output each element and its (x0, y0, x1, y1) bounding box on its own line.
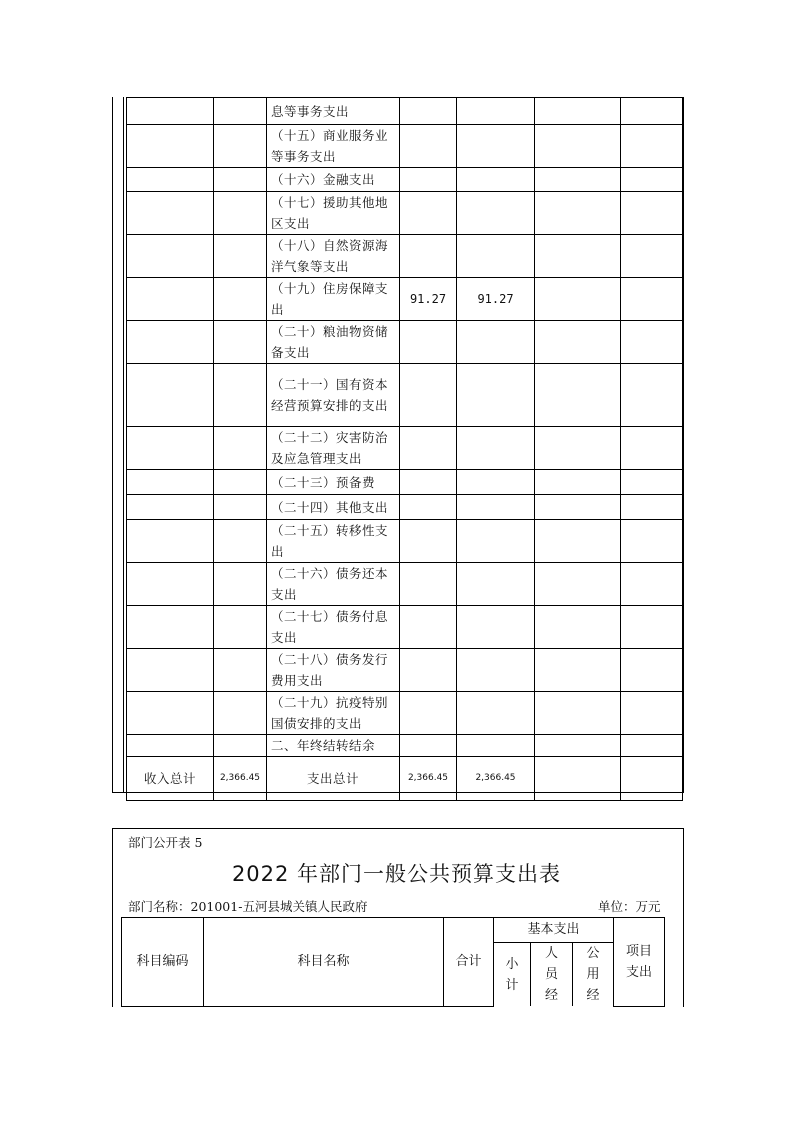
row-label: （二十九）抗疫特别国债安排的支出 (267, 692, 400, 735)
header-code: 科目编码 (122, 918, 204, 1007)
income-total-label: 收入总计 (127, 757, 214, 801)
header-personnel: 人员经 (531, 943, 573, 1007)
income-total-value: 2,366.45 (214, 757, 267, 801)
budget-header-table (121, 917, 665, 1007)
row-label: （二十六）债务还本支出 (267, 563, 400, 606)
table-row (127, 278, 683, 321)
row-label: （十六）金融支出 (267, 168, 400, 192)
row-label: （二十五）转移性支出 (267, 520, 400, 563)
table-row (127, 125, 683, 168)
table-row (127, 649, 683, 692)
row-label: （二十八）债务发行费用支出 (267, 649, 400, 692)
table-row (127, 235, 683, 278)
table-row (127, 563, 683, 606)
row-value-total: 91.27 (400, 278, 457, 321)
header-basic: 基本支出 (494, 918, 614, 943)
upper-table-left-rule (123, 97, 124, 792)
table-row (127, 495, 683, 520)
row-label: （十九）住房保障支出 (267, 278, 400, 321)
upper-table (126, 97, 683, 801)
table-row (127, 606, 683, 649)
row-label: 息等事务支出 (267, 98, 400, 125)
row-value-basic: 91.27 (457, 278, 535, 321)
row-label: （十五）商业服务业等事务支出 (267, 125, 400, 168)
row-label: （二十二）灾害防治及应急管理支出 (267, 427, 400, 470)
expense-basic-total-value: 2,366.45 (457, 757, 535, 801)
page-title: 2022 年部门一般公共预算支出表 (231, 862, 562, 886)
header-project: 项目支出 (614, 918, 665, 1007)
department-name: 部门名称：201001-五河县城关镇人民政府 (128, 899, 368, 914)
header-name: 科目名称 (204, 918, 444, 1007)
table-row (127, 520, 683, 563)
row-label: （十七）援助其他地区支出 (267, 192, 400, 235)
table-row (127, 470, 683, 495)
table-row (127, 427, 683, 470)
row-label: （十八）自然资源海洋气象等支出 (267, 235, 400, 278)
table-caption: 部门公开表 5 (128, 835, 203, 850)
row-label: （二十）粮油物资储备支出 (267, 321, 400, 364)
header-subtotal: 小计 (494, 943, 531, 1007)
total-row (127, 757, 683, 801)
row-label: （二十一）国有资本经营预算安排的支出 (267, 364, 400, 427)
row-label: 二、年终结转结余 (267, 735, 400, 757)
table-row (127, 735, 683, 757)
table-row (127, 98, 683, 125)
row-label: （二十三）预备费 (267, 470, 400, 495)
expense-total-label: 支出总计 (267, 757, 400, 801)
unit-label: 单位：万元 (598, 899, 661, 914)
table-row (127, 321, 683, 364)
table-row (127, 692, 683, 735)
row-label: （二十四）其他支出 (267, 495, 400, 520)
table-row (127, 364, 683, 427)
table-row (127, 168, 683, 192)
header-total: 合计 (444, 918, 494, 1007)
table-row (127, 192, 683, 235)
row-label: （二十七）债务付息支出 (267, 606, 400, 649)
header-public: 公用经 (573, 943, 614, 1007)
expense-total-value: 2,366.45 (400, 757, 457, 801)
